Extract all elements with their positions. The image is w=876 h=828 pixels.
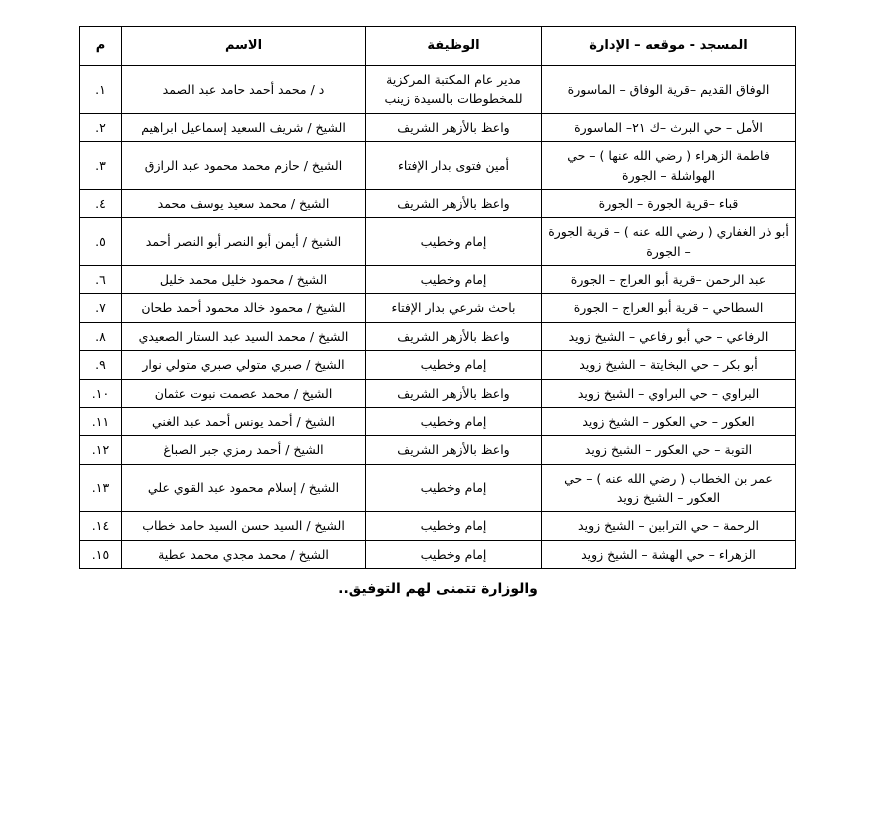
- cell-place: الزهراء – حي الهشة – الشيخ زويد: [542, 540, 796, 568]
- cell-place: أبو بكر – حي البخايتة – الشيخ زويد: [542, 351, 796, 379]
- table-row: [80, 66, 796, 114]
- cell-index: ٧.: [80, 294, 122, 322]
- cell-name: الشيخ / أحمد يونس أحمد عبد الغني: [122, 407, 366, 435]
- cell-place: الرحمة – حي الترابين – الشيخ زويد: [542, 512, 796, 540]
- table-row: [80, 266, 796, 294]
- cell-index: ٦.: [80, 266, 122, 294]
- cell-index: ١٠.: [80, 379, 122, 407]
- cell-place: قباء –قرية الجورة – الجورة: [542, 189, 796, 217]
- table-row: [80, 322, 796, 350]
- cell-index: ١٣.: [80, 464, 122, 512]
- table-row: [80, 351, 796, 379]
- cell-index: ٨.: [80, 322, 122, 350]
- cell-place: أبو ذر الغفاري ( رضي الله عنه ) – قرية الجورة – الجورة: [542, 218, 796, 266]
- cell-job: باحث شرعي بدار الإفتاء: [366, 294, 542, 322]
- cell-place: التوبة – حي العكور – الشيخ زويد: [542, 436, 796, 464]
- cell-index: ١٤.: [80, 512, 122, 540]
- table-row: [80, 142, 796, 190]
- cell-index: ١١.: [80, 407, 122, 435]
- table-row: [80, 540, 796, 568]
- cell-name: الشيخ / إسلام محمود عبد القوي علي: [122, 464, 366, 512]
- table-row: [80, 189, 796, 217]
- cell-index: ١.: [80, 66, 122, 114]
- table-row: [80, 379, 796, 407]
- table-row: [80, 512, 796, 540]
- cell-name: الشيخ / صبري متولي صبري متولي نوار: [122, 351, 366, 379]
- cell-place: الأمل – حي البرث –ك ٢١– الماسورة: [542, 113, 796, 141]
- cell-index: ١٢.: [80, 436, 122, 464]
- cell-name: د / محمد أحمد حامد عبد الصمد: [122, 66, 366, 114]
- cell-index: ٤.: [80, 189, 122, 217]
- cell-job: واعظ بالأزهر الشريف: [366, 113, 542, 141]
- cell-name: الشيخ / محمود خليل محمد خليل: [122, 266, 366, 294]
- cell-job: إمام وخطيب: [366, 218, 542, 266]
- table-header-row: [80, 27, 796, 66]
- cell-job: إمام وخطيب: [366, 464, 542, 512]
- cell-place: العكور – حي العكور – الشيخ زويد: [542, 407, 796, 435]
- cell-name: الشيخ / محمود خالد محمود أحمد طحان: [122, 294, 366, 322]
- cell-place: عبد الرحمن –قرية أبو العراج – الجورة: [542, 266, 796, 294]
- cell-job: إمام وخطيب: [366, 351, 542, 379]
- table-body: [80, 66, 796, 569]
- cell-job: إمام وخطيب: [366, 407, 542, 435]
- table-row: [80, 407, 796, 435]
- cell-name: الشيخ / حازم محمد محمود عبد الرازق: [122, 142, 366, 190]
- cell-job: أمين فتوى بدار الإفتاء: [366, 142, 542, 190]
- cell-name: الشيخ / محمد سعيد يوسف محمد: [122, 189, 366, 217]
- cell-job: إمام وخطيب: [366, 512, 542, 540]
- cell-job: واعظ بالأزهر الشريف: [366, 436, 542, 464]
- cell-index: ٢.: [80, 113, 122, 141]
- closing-note: والوزارة تتمنى لهم التوفيق..: [338, 581, 538, 598]
- cell-name: الشيخ / السيد حسن السيد حامد خطاب: [122, 512, 366, 540]
- cell-place: الوفاق القديم –قرية الوفاق – الماسورة: [542, 66, 796, 114]
- cell-name: الشيخ / محمد السيد عبد الستار الصعيدي: [122, 322, 366, 350]
- column-header-index: م: [80, 27, 122, 66]
- cell-place: السطاحي – قرية أبو العراج – الجورة: [542, 294, 796, 322]
- table-header: [80, 27, 796, 66]
- cell-place: الرفاعي – حي أبو رفاعي – الشيخ زويد: [542, 322, 796, 350]
- cell-index: ١٥.: [80, 540, 122, 568]
- column-header-name: الاسم: [122, 27, 366, 66]
- table-row: [80, 113, 796, 141]
- cell-job: مدير عام المكتبة المركزية للمخطوطات بالسيدة زينب: [366, 66, 542, 114]
- assignments-table: [79, 26, 796, 569]
- column-header-place: المسجد - موقعه – الإدارة: [542, 27, 796, 66]
- cell-name: الشيخ / محمد مجدي محمد عطية: [122, 540, 366, 568]
- cell-job: واعظ بالأزهر الشريف: [366, 189, 542, 217]
- cell-place: فاطمة الزهراء ( رضي الله عنها ) – حي الهواشلة – الجورة: [542, 142, 796, 190]
- table-row: [80, 464, 796, 512]
- column-header-job: الوظيفة: [366, 27, 542, 66]
- table-row: [80, 436, 796, 464]
- cell-place: عمر بن الخطاب ( رضي الله عنه ) – حي العكور – الشيخ زويد: [542, 464, 796, 512]
- table-row: [80, 294, 796, 322]
- cell-index: ٣.: [80, 142, 122, 190]
- cell-job: واعظ بالأزهر الشريف: [366, 379, 542, 407]
- cell-name: الشيخ / أيمن أبو النصر أبو النصر أحمد: [122, 218, 366, 266]
- cell-place: البراوي – حي البراوي – الشيخ زويد: [542, 379, 796, 407]
- cell-name: الشيخ / محمد عصمت نبوت عثمان: [122, 379, 366, 407]
- table-row: [80, 218, 796, 266]
- cell-job: إمام وخطيب: [366, 266, 542, 294]
- cell-name: الشيخ / أحمد رمزي جبر الصباغ: [122, 436, 366, 464]
- cell-job: واعظ بالأزهر الشريف: [366, 322, 542, 350]
- cell-index: ٥.: [80, 218, 122, 266]
- cell-name: الشيخ / شريف السعيد إسماعيل ابراهيم: [122, 113, 366, 141]
- cell-job: إمام وخطيب: [366, 540, 542, 568]
- cell-index: ٩.: [80, 351, 122, 379]
